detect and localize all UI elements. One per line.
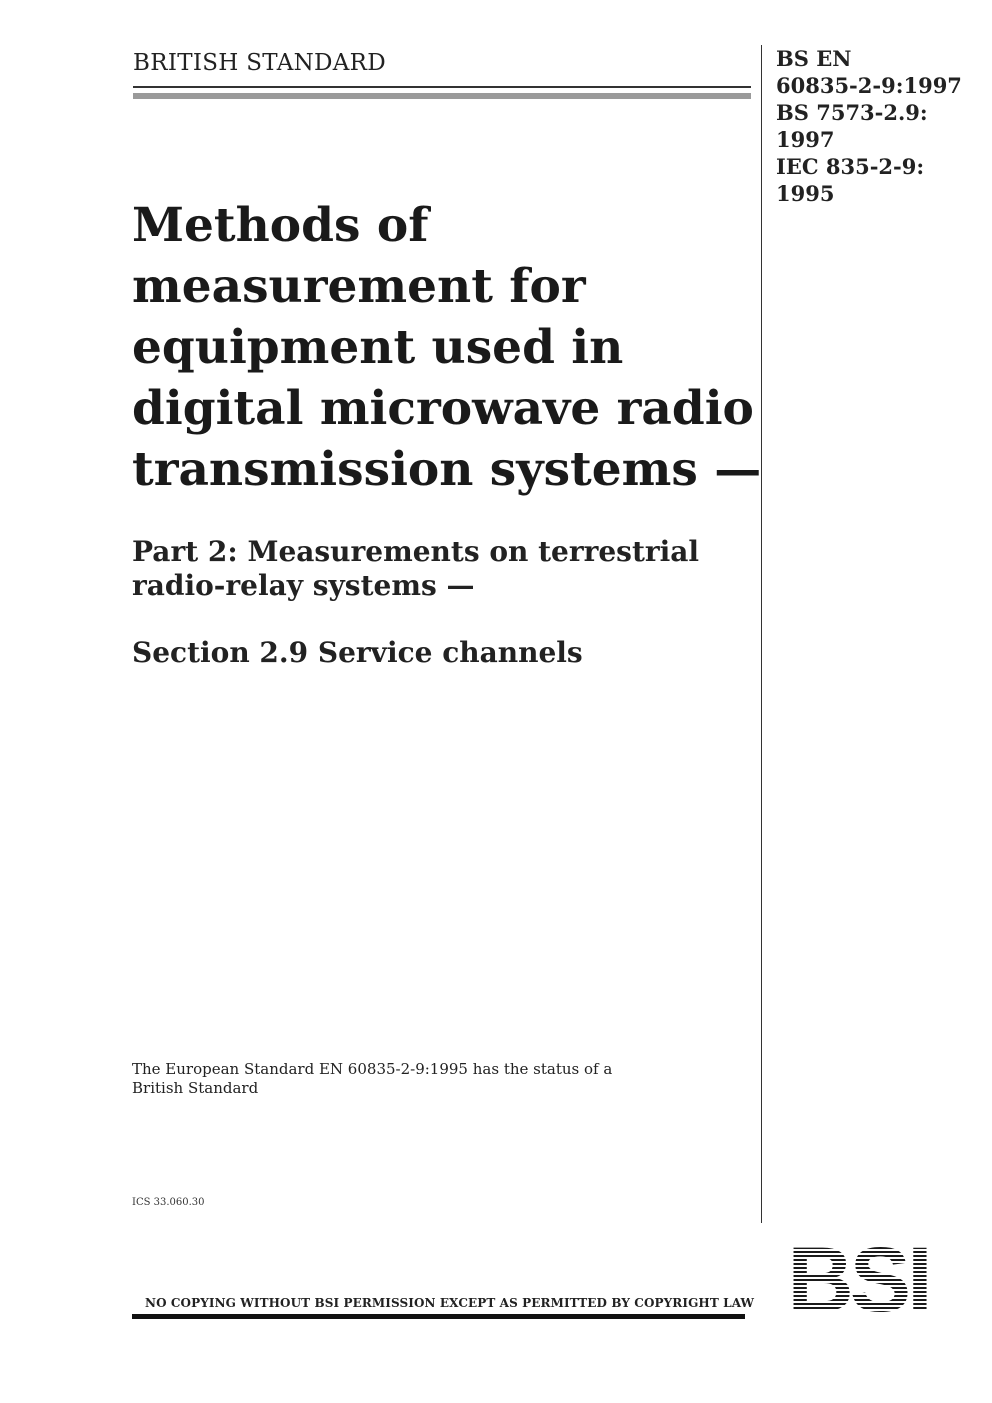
title-line: digital microwave radio: [132, 381, 754, 436]
header-label: BRITISH STANDARD: [133, 50, 387, 76]
standard-number-line: 1995: [776, 181, 835, 206]
header-rule-thin: [133, 86, 751, 88]
footer-rule: [132, 1314, 745, 1319]
vertical-divider: [761, 45, 762, 1223]
standard-number-line: 1997: [776, 127, 835, 152]
title-line: Methods of: [132, 198, 429, 253]
ics-code: ICS 33.060.30: [132, 1197, 205, 1208]
status-note-line: British Standard: [132, 1079, 259, 1097]
header-rule-thick: [133, 93, 751, 99]
bsi-logo-text: BSI: [787, 1243, 929, 1315]
part-title-line: Part 2: Measurements on terrestrial: [132, 535, 700, 568]
document-title: [132, 195, 762, 500]
standard-number-line: BS EN: [776, 46, 852, 71]
title-line: measurement for: [132, 259, 586, 314]
standard-numbers: [776, 45, 986, 207]
bsi-logo: [770, 1243, 946, 1315]
section-title: Section 2.9 Service channels: [132, 636, 583, 669]
part-title: [132, 535, 752, 603]
status-note: [132, 1060, 692, 1098]
title-line: transmission systems —: [132, 442, 762, 497]
title-line: equipment used in: [132, 320, 624, 375]
part-title-line: radio-relay systems —: [132, 569, 475, 602]
standard-number-line: IEC 835-2-9:: [776, 154, 925, 179]
standard-number-line: 60835-2-9:1997: [776, 73, 962, 98]
standard-number-line: BS 7573-2.9:: [776, 100, 928, 125]
copyright-notice: NO COPYING WITHOUT BSI PERMISSION EXCEPT AS PERMITTED BY COPYRIGHT LAW: [145, 1296, 755, 1310]
status-note-line: The European Standard EN 60835-2-9:1995 has the status of a: [132, 1060, 613, 1078]
